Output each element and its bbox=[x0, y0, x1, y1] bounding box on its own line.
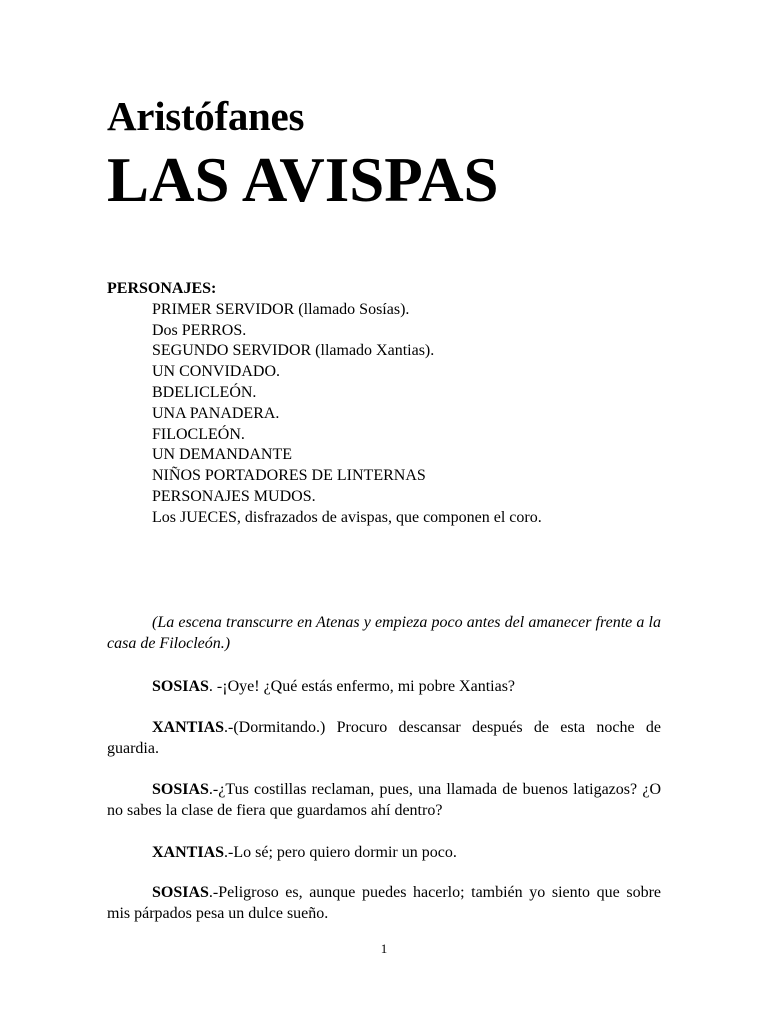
dialogue-text: .-¿Tus costillas reclaman, pues, una llamada de buenos latigazos? ¿O no sabes la clase de fiera que guardamos ahí dentro? bbox=[107, 781, 661, 819]
dialogue-paragraph bbox=[107, 717, 661, 759]
dialogue-line-4 bbox=[107, 842, 661, 863]
speaker-name: XANTIAS bbox=[152, 844, 225, 861]
speaker-name: SOSIAS bbox=[152, 884, 209, 901]
character-item: Los JUECES, disfrazados de avispas, que componen el coro. bbox=[152, 508, 542, 526]
dialogue-text: .-Lo sé; pero quiero dormir un poco. bbox=[224, 844, 457, 861]
dialogue-paragraph bbox=[107, 779, 661, 821]
dialogue-line-1 bbox=[107, 676, 661, 697]
character-item: PRIMER SERVIDOR (llamado Sosías). bbox=[152, 300, 410, 318]
dialogue-text: .-Peligroso es, aunque puedes hacerlo; también yo siento que sobre mis párpados pesa un dulce sueño. bbox=[107, 884, 661, 922]
characters-section bbox=[107, 279, 542, 529]
dialogue-line-5 bbox=[107, 882, 661, 924]
speaker-name: XANTIAS bbox=[152, 719, 225, 736]
stage-direction-block bbox=[107, 612, 661, 654]
character-item: NIÑOS PORTADORES DE LINTERNAS bbox=[152, 467, 426, 485]
dialogue-text: . -¡Oye! ¿Qué estás enfermo, mi pobre Xantias? bbox=[208, 678, 516, 695]
page-number: 1 bbox=[380, 941, 388, 956]
dialogue-text: .-(Dormitando.) Procuro descansar después de esta noche de guardia. bbox=[107, 719, 661, 757]
character-item: Dos PERROS. bbox=[152, 321, 247, 339]
character-item: UN CONVIDADO. bbox=[152, 363, 280, 381]
speaker-name: SOSIAS bbox=[152, 678, 209, 695]
dialogue-paragraph bbox=[107, 842, 661, 863]
character-item: UN DEMANDANTE bbox=[152, 446, 292, 464]
dialogue-line-2 bbox=[107, 717, 661, 759]
author-name: Aristófanes bbox=[107, 93, 305, 139]
dialogue-line-3 bbox=[107, 779, 661, 821]
characters-list bbox=[107, 300, 542, 529]
speaker-name: SOSIAS bbox=[152, 781, 209, 798]
character-item: BDELICLEÓN. bbox=[152, 383, 257, 401]
character-item: PERSONAJES MUDOS. bbox=[152, 487, 316, 505]
dialogue-paragraph bbox=[107, 882, 661, 924]
character-item: UNA PANADERA. bbox=[152, 404, 280, 422]
character-item: SEGUNDO SERVIDOR (llamado Xantias). bbox=[152, 342, 435, 360]
character-item: FILOCLEÓN. bbox=[152, 425, 245, 443]
dialogue-paragraph bbox=[107, 676, 661, 697]
play-title: LAS AVISPAS bbox=[107, 145, 499, 215]
characters-heading: PERSONAJES: bbox=[107, 280, 217, 297]
stage-direction: (La escena transcurre en Atenas y empieza poco antes del amanecer frente a la casa de Filocleón.) bbox=[107, 614, 661, 652]
